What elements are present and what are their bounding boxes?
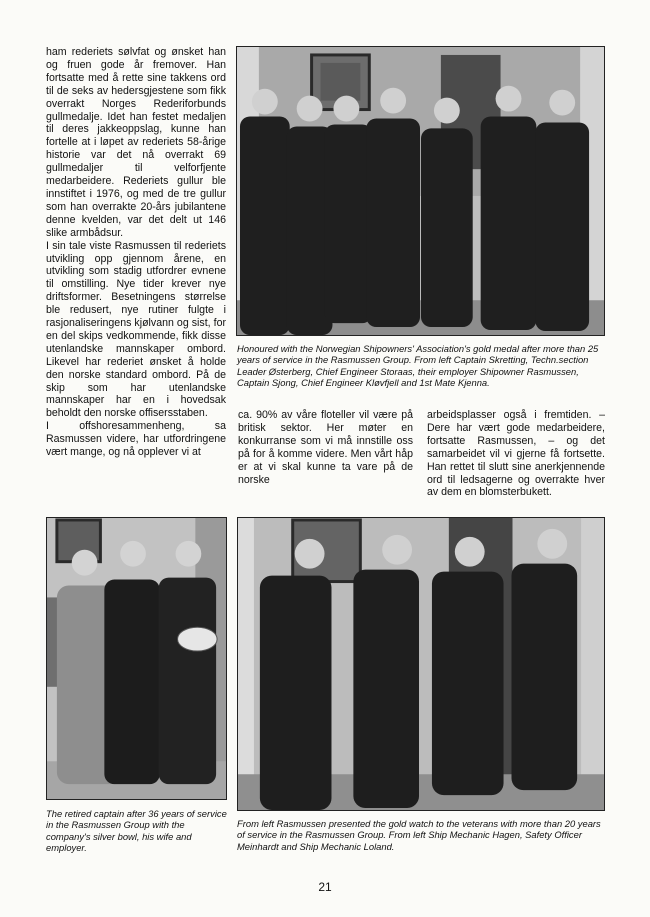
page-number: 21 <box>318 880 332 894</box>
paragraph-3: I offshoresammenheng, sa Rasmussen videre, har utfordringene vært mange, og nå opplever vi at <box>46 420 226 459</box>
article-column-right <box>427 409 605 499</box>
article-column-left <box>46 46 226 459</box>
caption-photo-bottom-right: From left Rasmussen presented the gold watch to the veterans with more than 20 years of service in the Rasmussen Group. From left Ship Mechanic Hagen, Safety Officer Meinhardt and Ship Mechanic Loland. <box>237 818 601 852</box>
paragraph-5: arbeidsplasser også i fremtiden. – Dere har vært gode medarbeidere, fortsatte Rasmussen, – og det samarbeidet vil vi gjerne få fortsette. Han rettet til slutt sine anerkjennende ord til ledsagerne og overrakte hver av dem en blomsterbukett. <box>427 409 605 499</box>
paragraph-1: ham rederiets sølvfat og ønsket han og fruen gode år fremover. Han fortsatte med å rette sine takkens ord til de seks av hedersgjestene som fikk overrakt Norges Rederiforbunds gullmedalje. Idet han festet medaljen til deres jakkeoppslag, kunne han fortelle at i løpet av rederiets 58-årige historie var det nå overrakt 69 gullmedaljer til velforfjente medarbeidere. Rederiets gullur ble innstiftet i 1976, og med de tre gullur som han overrakte 20-års jubilantene denne kvelden, var det delt ut 146 slike armbådsur. <box>46 46 226 239</box>
photo-group-honourees <box>236 46 605 336</box>
photo-gold-watch-veterans <box>237 517 605 811</box>
caption-photo-bottom-left: The retired captain after 36 years of service in the Rasmussen Group with the company's silver bowl, his wife and employer. <box>46 808 227 853</box>
caption-photo-top: Honoured with the Norwegian Shipowners' Association's gold medal after more than 25 years of service in the Rasmussen Group. From left Captain Skretting, Techn.section Leader Østerberg, Chief Engineer Storaas, their employer Shipowner Rasmussen, Captain Sjong, Chief Engineer Kløvfjell and 1st Mate Kjenna. <box>237 343 599 388</box>
photo-retired-captain <box>46 517 227 800</box>
paragraph-2: I sin tale viste Rasmussen til rederiets utvikling opp gjennom årene, en utvikling som stadig utfordrer evnene til omstilling. Nye tider krever nye driftsformer. Besetningens størrelse ble redusert, nye rutiner fulgte i rasjonaliseringens kjølvann og sist, for en del skips vedkommende, fikk disse utenlandske mannskaper ombord. Likevel har rederiet ønsket å holde den norske standard ombord. På de skip som har utenlandske mannskaper har en i hovedsak beholdt den norske offisersstaben. <box>46 239 226 420</box>
article-column-middle <box>238 409 413 486</box>
paragraph-4: ca. 90% av våre floteller vil være på britisk sektor. Her møter en konkurranse som vi må innstille oss på for å komme videre. Men vårt håp er at vi skal kunne ta vare på de norske <box>238 409 413 486</box>
